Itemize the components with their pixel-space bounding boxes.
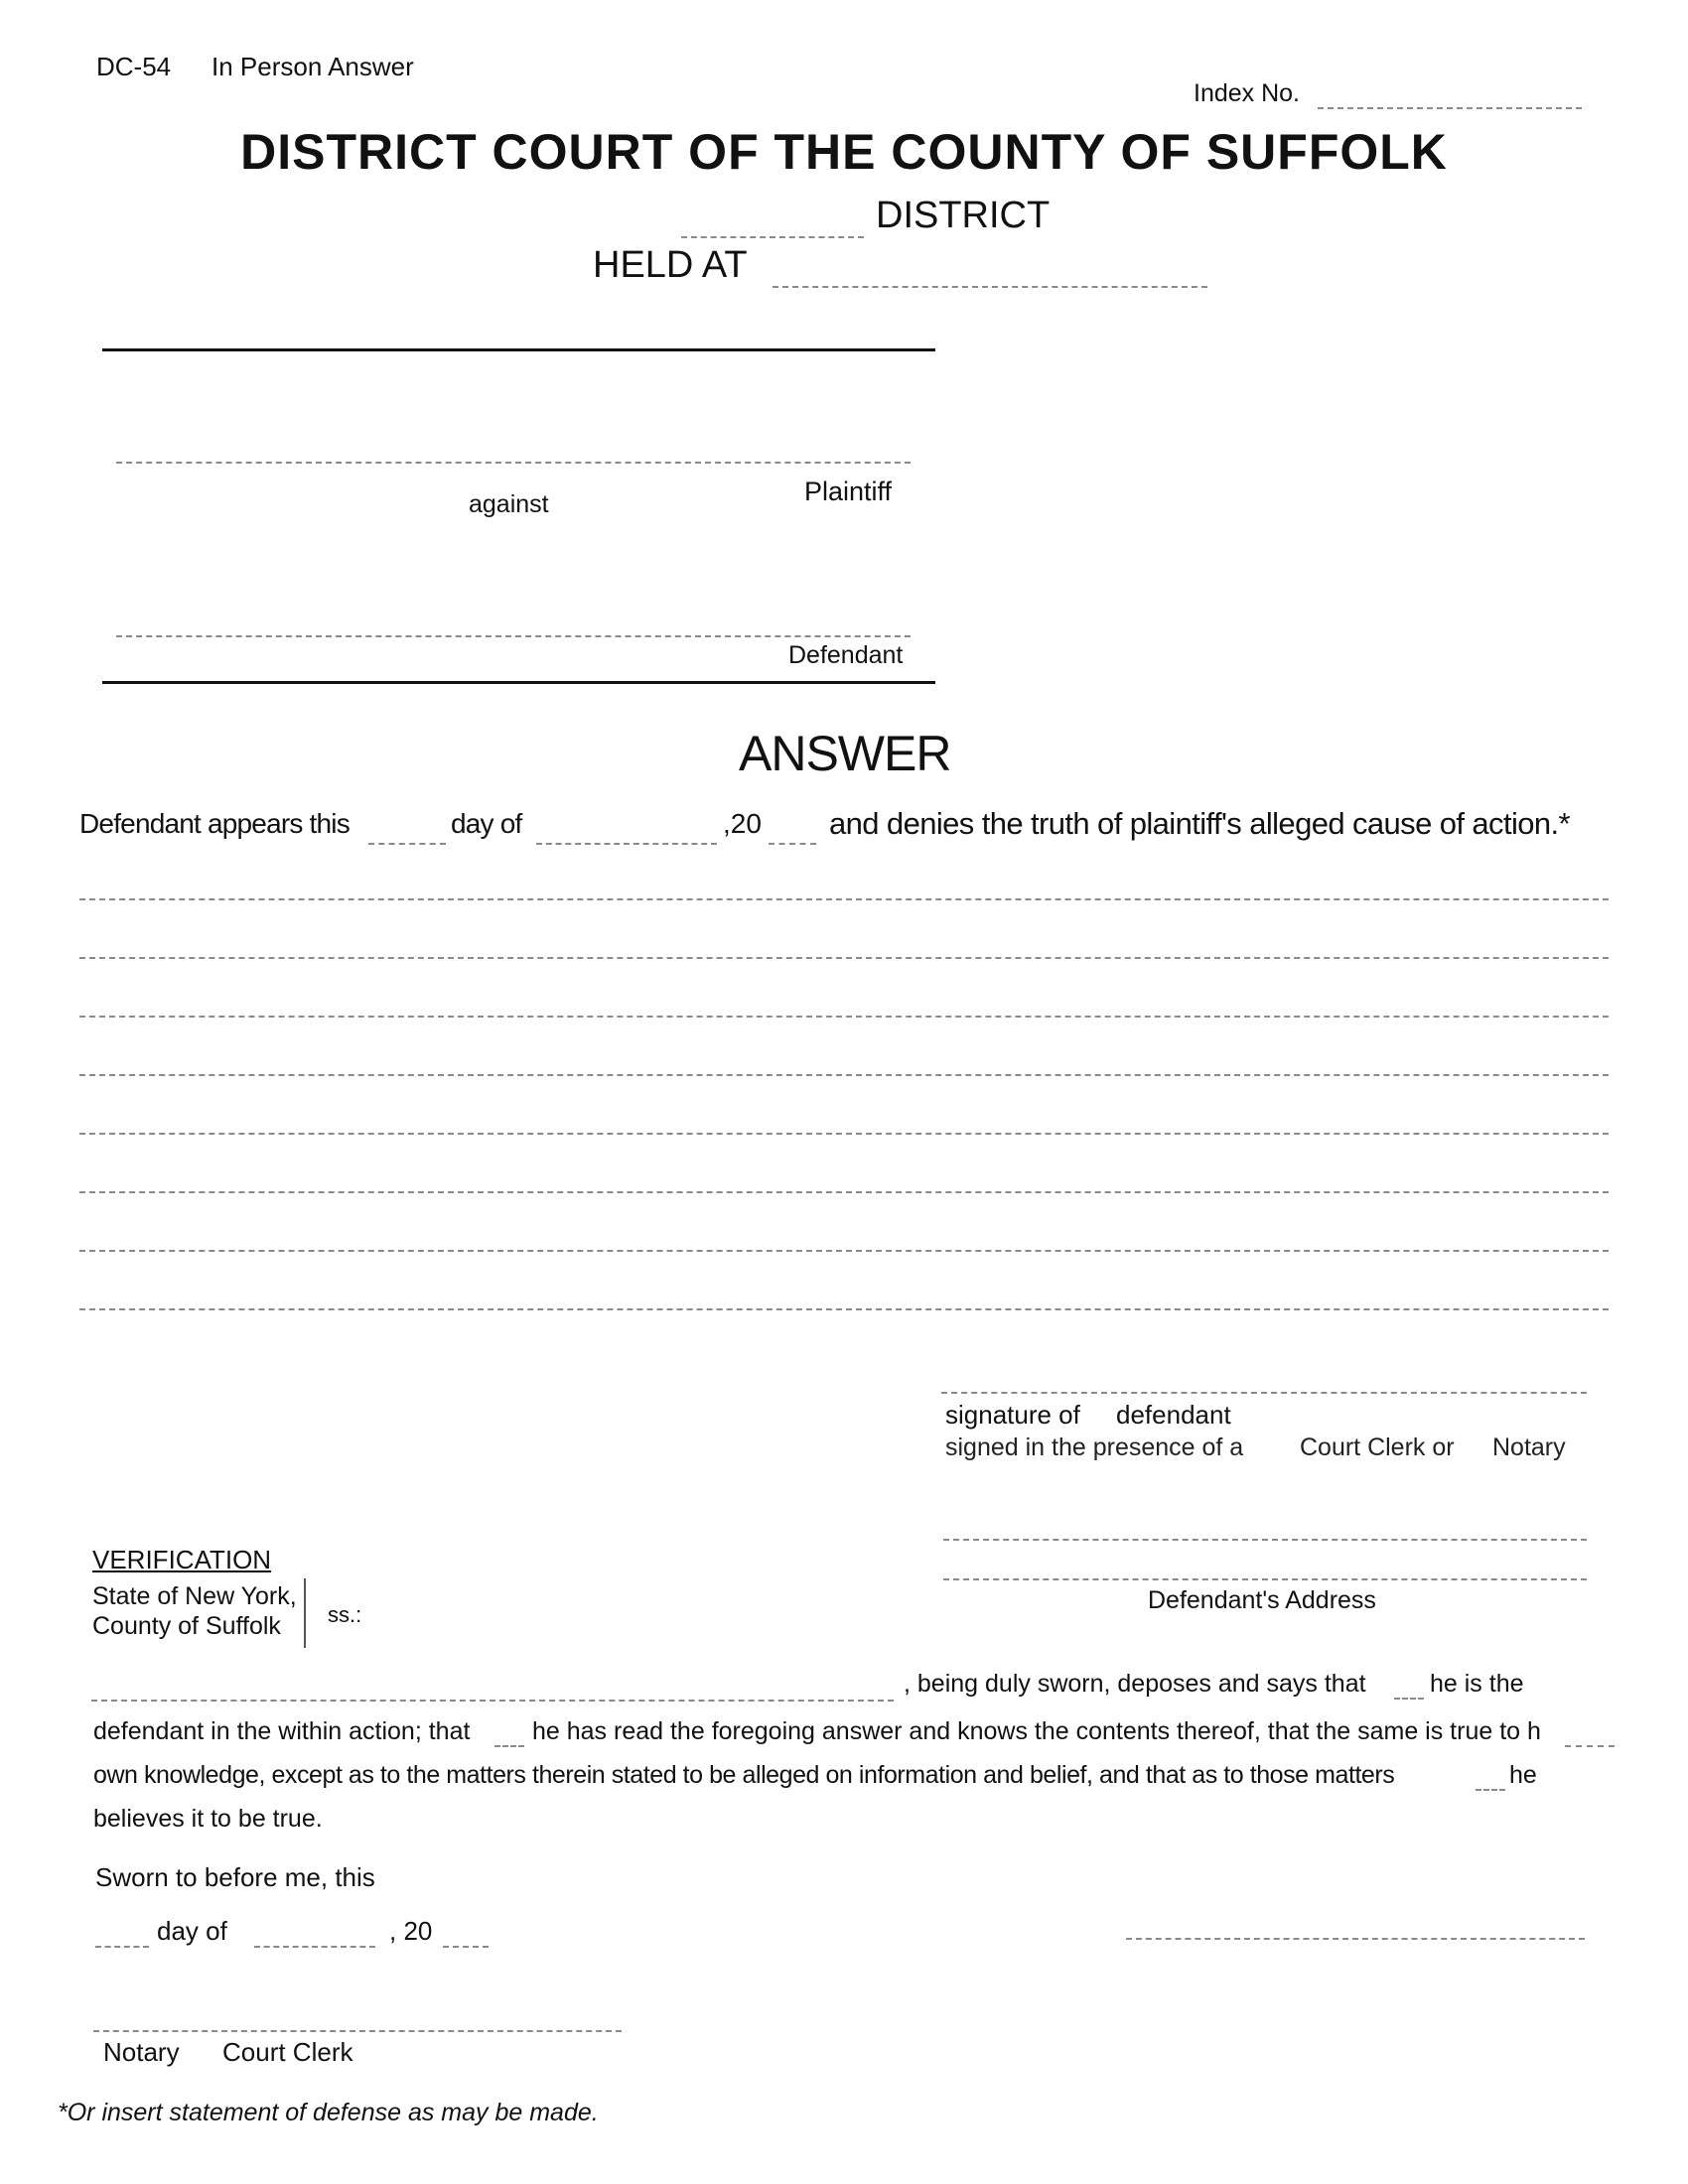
answer-heading: ANSWER xyxy=(739,726,951,781)
caption-bottom-rule xyxy=(102,681,935,684)
appears-month-field[interactable] xyxy=(536,843,717,845)
statement-line-7[interactable] xyxy=(79,1250,1609,1252)
notary-label: Notary xyxy=(103,2037,180,2067)
notary-option: Notary xyxy=(1492,1433,1566,1461)
verification-line2b: he has read the foregoing answer and knows the contents thereof, that the same is true to h xyxy=(532,1717,1541,1745)
venue-ss: ss.: xyxy=(328,1602,362,1627)
appears-day-field[interactable] xyxy=(368,843,446,845)
index-label: Index No. xyxy=(1194,79,1301,107)
pronoun-field-4[interactable] xyxy=(1476,1789,1505,1791)
deponent-name-field[interactable] xyxy=(91,1700,894,1702)
statement-line-6[interactable] xyxy=(79,1191,1609,1193)
address-label: Defendant's Address xyxy=(1148,1586,1376,1614)
against-label: against xyxy=(469,490,549,518)
form-code: DC-54 xyxy=(96,52,172,81)
caption-top-rule xyxy=(102,348,935,351)
sworn-day-field[interactable] xyxy=(95,1946,149,1948)
answer-statement: and denies the truth of plaintiff's alleged cause of action.* xyxy=(829,806,1570,841)
venue-state: State of New York, xyxy=(92,1582,297,1610)
signature-label: signature of xyxy=(945,1400,1080,1430)
held-at-label: HELD AT xyxy=(593,244,748,286)
sworn-day-of: day of xyxy=(157,1916,227,1946)
index-number-field[interactable] xyxy=(1318,107,1582,109)
address-line-2[interactable] xyxy=(943,1578,1587,1580)
sworn-year-field[interactable] xyxy=(443,1946,489,1948)
venue-bracket xyxy=(304,1578,306,1648)
statement-line-8[interactable] xyxy=(79,1308,1609,1310)
defendant-label: Defendant xyxy=(788,641,904,669)
address-line-1[interactable] xyxy=(943,1539,1587,1541)
signature-defendant-label: defendant xyxy=(1116,1400,1231,1430)
verification-heading: VERIFICATION xyxy=(92,1545,272,1574)
statement-line-5[interactable] xyxy=(79,1133,1609,1135)
verification-line4: believes it to be true. xyxy=(93,1805,323,1833)
verification-line3a: own knowledge, except as to the matters therein stated to be alleged on information and belief, and that as to those matters xyxy=(93,1761,1395,1789)
plaintiff-label: Plaintiff xyxy=(804,477,893,506)
he-is-the: he is the xyxy=(1430,1670,1524,1698)
appears-year-prefix: ,20 xyxy=(723,808,762,839)
pronoun-field-1[interactable] xyxy=(1394,1698,1424,1700)
sworn-before: Sworn to before me, this xyxy=(95,1862,375,1892)
district-field[interactable] xyxy=(681,236,864,238)
plaintiff-name-field[interactable] xyxy=(116,462,911,464)
statement-line-3[interactable] xyxy=(79,1016,1609,1018)
officer-signature-field[interactable] xyxy=(93,2030,622,2032)
statement-line-1[interactable] xyxy=(79,898,1609,900)
statement-line-2[interactable] xyxy=(79,957,1609,959)
court-clerk-label: Court Clerk xyxy=(222,2037,353,2067)
pronoun-field-3[interactable] xyxy=(1565,1745,1615,1747)
defendant-name-field[interactable] xyxy=(116,635,911,637)
verification-line2a: defendant in the within action; that xyxy=(93,1717,471,1745)
footnote: *Or insert statement of defense as may be made. xyxy=(58,2099,599,2126)
verification-line3b: he xyxy=(1509,1761,1537,1789)
sworn-month-field[interactable] xyxy=(254,1946,375,1948)
sworn-year-prefix: , 20 xyxy=(389,1916,433,1946)
form-name: In Person Answer xyxy=(211,52,414,81)
venue-county: County of Suffolk xyxy=(92,1612,281,1640)
court-clerk-option: Court Clerk or xyxy=(1300,1433,1455,1461)
appears-prefix: Defendant appears this xyxy=(79,808,350,839)
presence-label: signed in the presence of a xyxy=(945,1433,1244,1461)
pronoun-field-2[interactable] xyxy=(494,1745,524,1747)
appears-year-field[interactable] xyxy=(769,843,816,845)
court-title: DISTRICT COURT OF THE COUNTY OF SUFFOLK xyxy=(240,124,1448,180)
statement-line-4[interactable] xyxy=(79,1074,1609,1076)
district-label: DISTRICT xyxy=(876,195,1051,236)
deponent-signature-field[interactable] xyxy=(1126,1938,1585,1940)
held-at-field[interactable] xyxy=(773,286,1207,288)
defendant-signature-field[interactable] xyxy=(941,1392,1587,1394)
appears-day-of: day of xyxy=(451,808,522,839)
sworn-text: , being duly sworn, deposes and says that xyxy=(904,1670,1366,1698)
